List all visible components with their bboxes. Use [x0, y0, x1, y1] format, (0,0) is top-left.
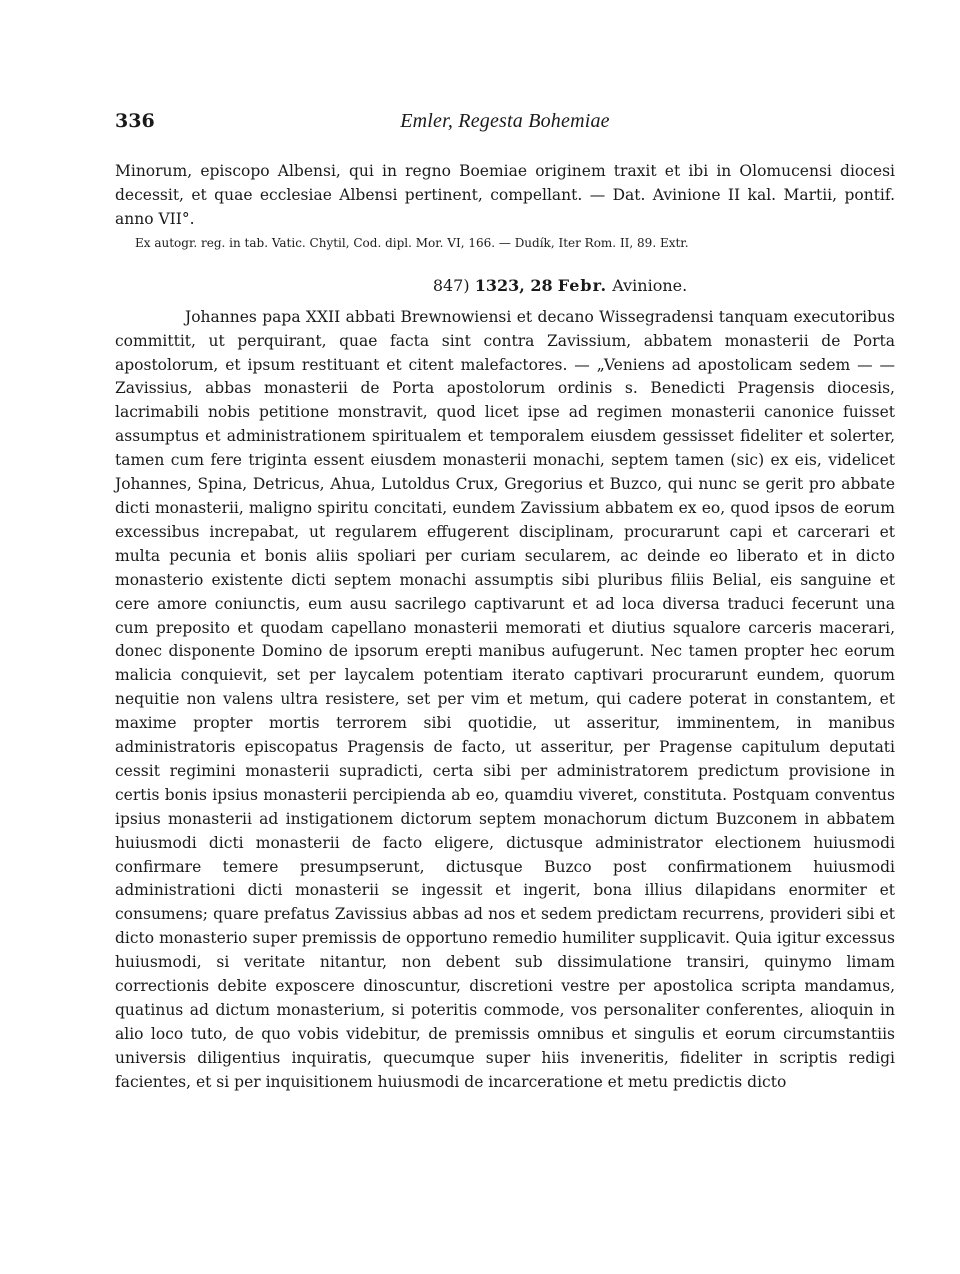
- entry-text: Johannes papa XXII abbati Brewnowiensi et decano Wissegradensi tanquam executoribus committit, ut perquirant, quae facta sint contra Zavissium, abbatem monasterii de Porta apostolorum, et ipsum restituant et citent malefactores. — „Veniens ad apostolicam sedem — — Zavissius, abbas monasterii de Porta apostolorum ordinis s. Benedicti Pragensis diocesis, lacrimabili nobis petitione monstravit, quod licet ipse ad regimen monasterii canonice fuisset assumptus et administrationem spiritualem et temporalem eiusdem gessisset fideliter et solerter, tamen cum fere triginta essent eiusdem monasterii monachi, septem tamen (sic) ex eis, videlicet Johannes, Spina, Detricus, Ahua, Lutoldus Crux, Gregorius et Buzco, qui nunc se gerit pro abbate dicti monasterii, maligno spiritu concitati, eundem Zavissium abbatem ex eo, quod ipsos de eorum excessibus increpabat, ut regularem effugerent disciplinam, procurarunt capi et carcerari et multa pecunia et bonis aliis spoliari per curiam secularem, ac deinde eo liberato et in dicto monasterio existente dicti septem monachi assumptis sibi pluribus filiis Belial, eis sanguine et cere amore coniunctis, eum ausu sacrilego captivarunt et ad loca diversa traduci fecerunt una cum preposito et quodam capellano monasterii memorati et diutius squalore carceris macerari, donec disponente Domino de ipsorum erepti manibus aufugerunt. Nec tamen propter hec eorum malicia conquievit, set per laycalem potentiam iterato captivari procurarunt eundem, quorum nequitie non valens ultra resistere, set per vim et metum, qui cadere poterat in constantem, et maxime propter mortis terrorem sibi quotidie, ut asseritur, imminentem, in manibus administratoris episcopatus Pragensis de facto, ut asseritur, per Pragense capitulum deputati cessit regimini monasterii supradicti, certa sibi per administratorem predictum provisione in certis bonis ipsius monasterii percipienda ab eo, quamdiu viveret, constituta. Postquam conventus ipsius monasterii ad instigationem dictorum septem monachorum dictum Buzconem in abbatem huiusmodi dicti monasterii de facto eligere, dictusque administrator electionem huiusmodi confirmare temere presumpserunt, dictusque Buzco post confirmationem huiusmodi administrationi dicti monasterii se ingessit et ingerit, bona illius dilapidans enormiter et consumens; quare prefatus Zavissius abbas ad nos et sedem predictam recurrens, provideri sibi et dicto monasterio super premissis de opportuno remedio humiliter supplicavit. Quia igitur excessus huiusmodi, si veritate nitantur, non debent sub dissimulatione transiri, quinymo limam correctionis debite exposcere dinoscuntur, discretioni vestre per apostolica scripta mandamus, quatinus ad dictum monasterium, si poteritis commode, vos personaliter conferentes, alioquin in alio loco tuto, de quo vobis videbitur, de premissis omnibus et singulis et eorum circumstantiis universis diligentius inquiratis, quecumque super hiis inveneritis, fideliter in scriptis redigi facientes, et si per inquisitionem huiusmodi de incarceratione et metu predictis dicto: [115, 307, 895, 1091]
- document-page: [115, 110, 895, 1095]
- entry-place: Avinione.: [612, 275, 688, 295]
- page-number: 336: [115, 110, 155, 132]
- running-head: [115, 110, 895, 140]
- entry-number: 847): [432, 275, 470, 295]
- source-note: Ex autogr. reg. in tab. Vatic. Chytil, Cod. dipl. Mor. VI, 166. — Dudík, Iter Rom. II, 89. Extr.: [135, 235, 689, 250]
- entry-date: 1323, 28: [474, 275, 553, 295]
- entry-heading: [115, 274, 895, 298]
- running-title: Emler, Regesta Bohemiae: [400, 110, 610, 132]
- entry-body: [115, 306, 895, 1095]
- entry-month: Febr.: [557, 275, 608, 295]
- continuation-paragraph: [115, 160, 895, 232]
- continuation-text: Minorum, episcopo Albensi, qui in regno Boemiae originem traxit et ibi in Olomucensi diocesi decessit, et quae ecclesiae Albensi pertinent, compellant. — Dat. Avinione II kal. Martii, pontif. anno VII°.: [115, 162, 895, 228]
